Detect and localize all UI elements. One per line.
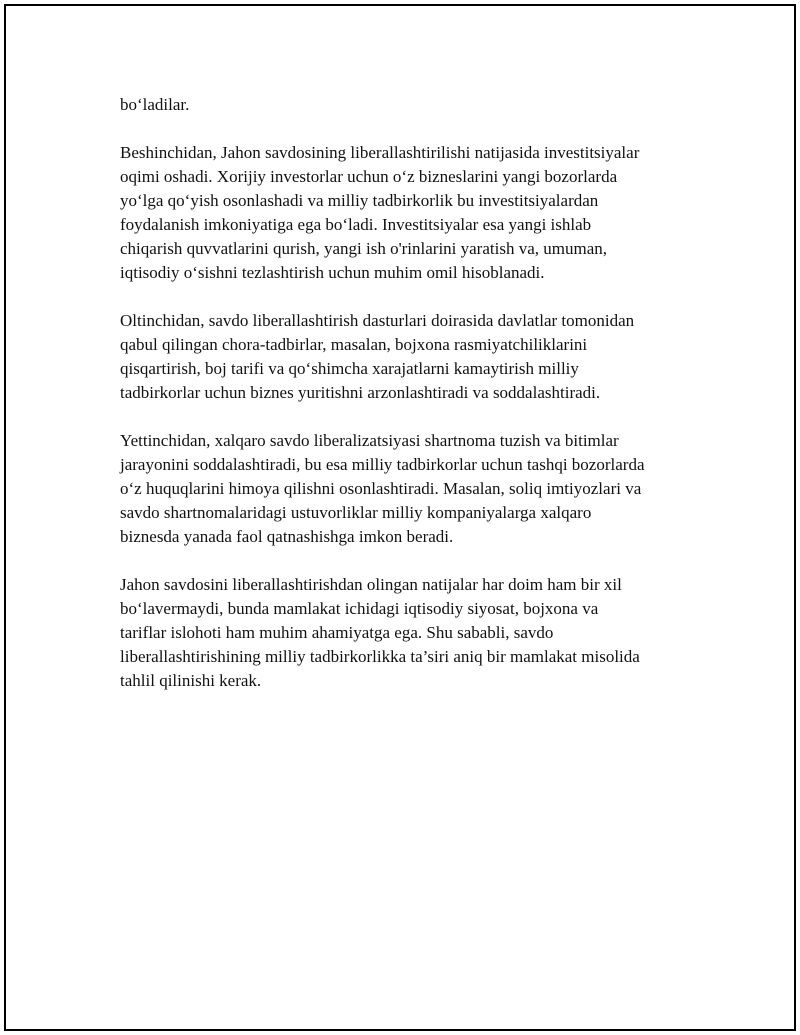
paragraph-sixth-point: Oltinchidan, savdo liberallashtirish dasturlari doirasida davlatlar tomonidan qabul qilingan chora-tadbirlar, masalan, bojxona rasmiyatchiliklarini qisqartirish, boj tarifi va qo‘shimcha xarajatlarni kamaytirish milliy tadbirkorlar uchun biznes yuritishni arzonlashtiradi va soddalashtiradi. <box>120 311 635 402</box>
document-page <box>4 4 796 1031</box>
paragraph-conclusion: Jahon savdosini liberallashtirishdan olingan natijalar har doim ham bir xil bo‘lavermaydi, bunda mamlakat ichidagi iqtisodiy siyosat, bojxona va tariflar islohoti ham muhim ahamiyatga ega. Shu sababli, savdo liberallashtirishining milliy tadbirkorlikka ta’siri aniq bir mamlakat misolida tahlil qilinishi kerak. <box>120 575 640 690</box>
paragraph-fifth-point: Beshinchidan, Jahon savdosining liberallashtirilishi natijasida investitsiyalar oqimi oshadi. Xorijiy investorlar uchun o‘z bizneslarini yangi bozorlarda yo‘lga qo‘yish osonlashadi va milliy tadbirkorlik bu investitsiyalardan foydalanish imkoniyatiga ega bo‘ladi. Investitsiyalar esa yangi ishlab chiqarish quvvatlarini qurish, yangi ish o'rinlarini yaratish va, umuman, iqtisodiy o‘sishni tezlashtirish uchun muhim omil hisoblanadi. <box>120 143 640 282</box>
paragraph-continuation: bo‘ladilar. <box>120 95 190 114</box>
document-body <box>120 93 700 717</box>
paragraph-seventh-point: Yettinchidan, xalqaro savdo liberalizatsiyasi shartnoma tuzish va bitimlar jarayonini soddalashtiradi, bu esa milliy tadbirkorlar uchun tashqi bozorlarda o‘z huquqlarini himoya qilishni osonlashtiradi. Masalan, soliq imtiyozlari va savdo shartnomalaridagi ustuvorliklar milliy kompaniyalarga xalqaro biznesda yanada faol qatnashishga imkon beradi. <box>120 431 645 546</box>
